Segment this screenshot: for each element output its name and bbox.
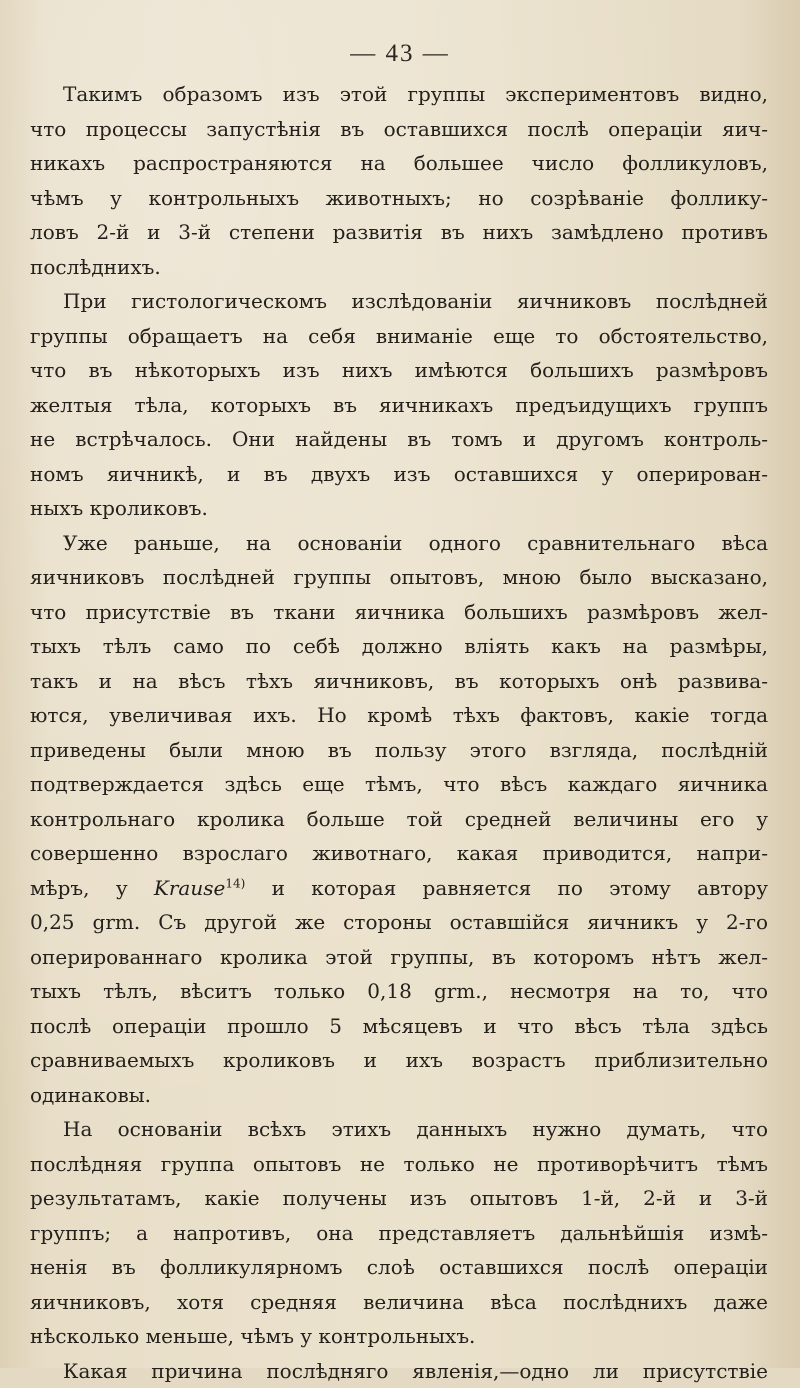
text-line: ненія въ фолликулярномъ слоѣ оставшихся послѣ операціи bbox=[30, 1250, 768, 1285]
footnote-mark[interactable]: 14) bbox=[225, 876, 245, 890]
text-line: Какая причина послѣдняго явленія,—одно ли присутствіе bbox=[30, 1354, 768, 1388]
text-line: группъ; а напротивъ, она представляетъ дальнѣйшія измѣ- bbox=[30, 1216, 768, 1251]
text-line: контрольнаго кролика больше той средней величины его у bbox=[30, 802, 768, 837]
paragraph-end-line: ныхъ кроликовъ. bbox=[30, 491, 768, 526]
paragraph-end-line: послѣднихъ. bbox=[30, 250, 768, 285]
text-line: Такимъ образомъ изъ этой группы экспериментовъ видно, bbox=[30, 77, 768, 112]
author-name: Krause bbox=[154, 876, 225, 900]
text-line: подтверждается здѣсь еще тѣмъ, что вѣсъ каждаго яичника bbox=[30, 767, 768, 802]
text-line: сравниваемыхъ кроликовъ и ихъ возрастъ приблизительно bbox=[30, 1043, 768, 1078]
text-line: послѣдняя группа опытовъ не только не противорѣчитъ тѣмъ bbox=[30, 1147, 768, 1182]
text-line: такъ и на вѣсъ тѣхъ яичниковъ, въ которыхъ онѣ развива- bbox=[30, 664, 768, 699]
text-line: приведены были мною въ пользу этого взгляда, послѣдній bbox=[30, 733, 768, 768]
text-line: яичниковъ послѣдней группы опытовъ, мною было высказано, bbox=[30, 560, 768, 595]
text-line: чѣмъ у контрольныхъ животныхъ; но созрѣваніе фоллику- bbox=[30, 181, 768, 216]
text-line: Уже раньше, на основаніи одного сравнительнаго вѣса bbox=[30, 526, 768, 561]
text-line: результатамъ, какіе получены изъ опытовъ 1-й, 2-й и 3-й bbox=[30, 1181, 768, 1216]
text-line: не встрѣчалось. Они найдены въ томъ и другомъ контроль- bbox=[30, 422, 768, 457]
text-line: номъ яичникѣ, и въ двухъ изъ оставшихся у оперирован- bbox=[30, 457, 768, 492]
text-line: тыхъ тѣлъ, вѣситъ только 0,18 grm., несмотря на то, что bbox=[30, 974, 768, 1009]
text-line: яичниковъ, хотя средняя величина вѣса послѣднихъ даже bbox=[30, 1285, 768, 1320]
text-line: На основаніи всѣхъ этихъ данныхъ нужно думать, что bbox=[30, 1112, 768, 1147]
text-line: послѣ операціи прошло 5 мѣсяцевъ и что вѣсъ тѣла здѣсь bbox=[30, 1009, 768, 1044]
text-line: группы обращаетъ на себя вниманіе еще то обстоятельство, bbox=[30, 319, 768, 354]
text-line: что присутствіе въ ткани яичника большихъ размѣровъ жел- bbox=[30, 595, 768, 630]
body-text bbox=[30, 77, 768, 1388]
text-line: что въ нѣкоторыхъ изъ нихъ имѣются большихъ размѣровъ bbox=[30, 353, 768, 388]
page-number: — 43 — bbox=[0, 40, 800, 68]
paragraph-end-line: одинаковы. bbox=[30, 1078, 768, 1113]
text-segment: мѣръ, у bbox=[30, 876, 154, 900]
text-segment: и которая равняется по этому автору bbox=[245, 876, 768, 900]
footnote-reference-line bbox=[30, 871, 768, 906]
text-line: ются, увеличивая ихъ. Но кромѣ тѣхъ фактовъ, какіе тогда bbox=[30, 698, 768, 733]
text-line: оперированнаго кролика этой группы, въ которомъ нѣтъ жел- bbox=[30, 940, 768, 975]
text-line: ловъ 2-й и 3-й степени развитія въ нихъ замѣдлено противъ bbox=[30, 215, 768, 250]
text-line: совершенно взрослаго животнаго, какая приводится, напри- bbox=[30, 836, 768, 871]
paragraph-end-line: нѣсколько меньше, чѣмъ у контрольныхъ. bbox=[30, 1319, 768, 1354]
text-line: При гистологическомъ изслѣдованіи яичниковъ послѣдней bbox=[30, 284, 768, 319]
text-line: 0,25 grm. Съ другой же стороны оставшійся яичникъ у 2-го bbox=[30, 905, 768, 940]
text-line: что процессы запустѣнія въ оставшихся послѣ операціи яич- bbox=[30, 112, 768, 147]
text-line: желтыя тѣла, которыхъ въ яичникахъ предъидущихъ группъ bbox=[30, 388, 768, 423]
text-line: тыхъ тѣлъ само по себѣ должно вліять какъ на размѣры, bbox=[30, 629, 768, 664]
text-line: никахъ распространяются на большее число фолликуловъ, bbox=[30, 146, 768, 181]
